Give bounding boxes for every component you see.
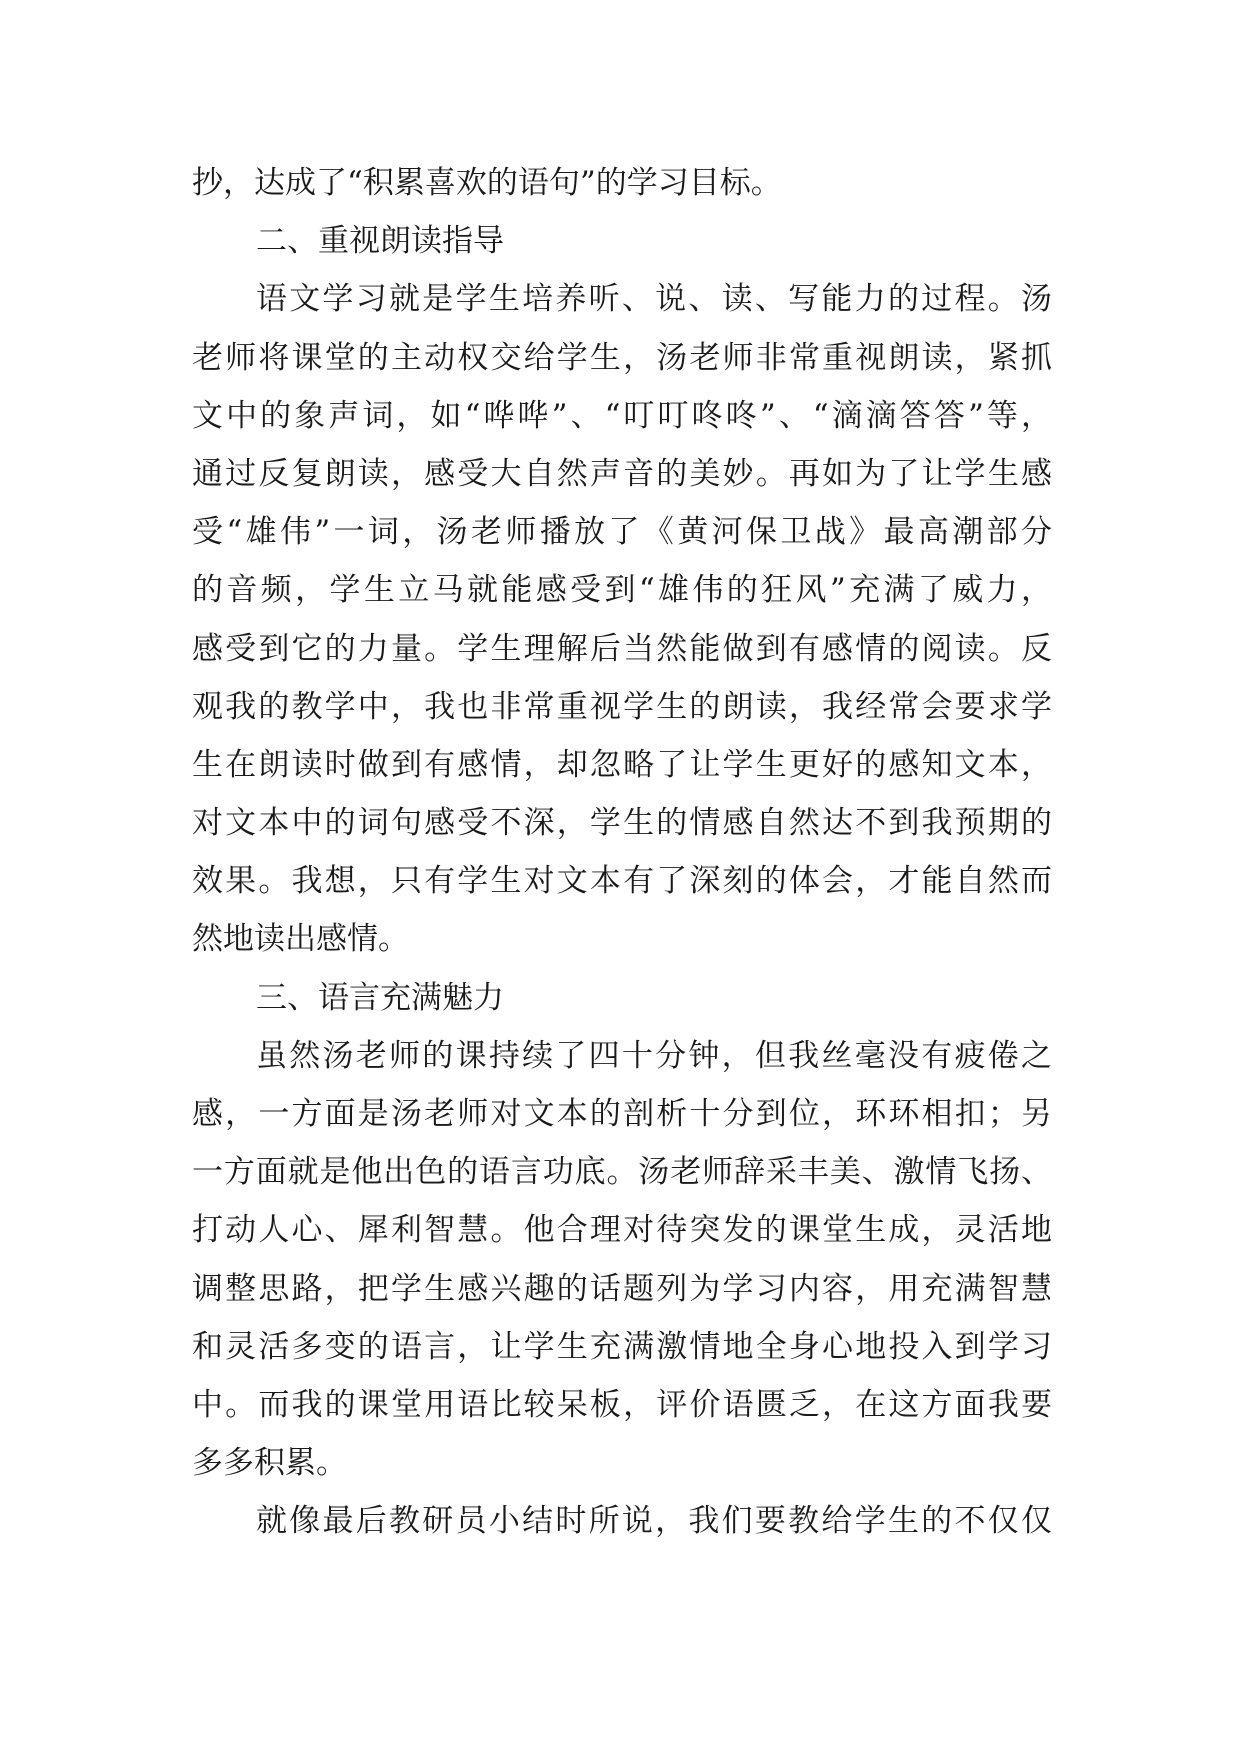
paragraph-line: 效果。我想，只有学生对文本有了深刻的体会，才能自然而 (192, 863, 1052, 900)
document-body (192, 154, 1052, 1551)
paragraph-line: 的音频，学生立马就能感受到“雄伟的狂风”充满了威力， (192, 572, 1052, 609)
paragraph-line: 观我的教学中，我也非常重视学生的朗读，我经常会要求学 (192, 688, 1052, 725)
paragraph-line: 文中的象声词，如“哗哗”、“叮叮咚咚”、“滴滴答答”等， (192, 397, 1052, 434)
paragraph-line: 对文本中的词句感受不深，学生的情感自然达不到我预期的 (192, 805, 1052, 842)
paragraph-line: 和灵活多变的语言，让学生充满激情地全身心地投入到学习 (192, 1328, 1052, 1365)
paragraph-line: 就像最后教研员小结时所说，我们要教给学生的不仅仅 (256, 1503, 1052, 1540)
paragraph-line: 通过反复朗读，感受大自然声音的美妙。再如为了让学生感 (192, 455, 1052, 492)
paragraph-line: 打动人心、犀利智慧。他合理对待突发的课堂生成，灵活地 (192, 1212, 1052, 1249)
paragraph-line: 抄，达成了“积累喜欢的语句”的学习目标。 (192, 165, 782, 201)
paragraph-line: 语文学习就是学生培养听、说、读、写能力的过程。汤 (256, 281, 1052, 318)
paragraph-line: 调整思路，把学生感兴趣的话题列为学习内容，用充满智慧 (192, 1270, 1052, 1307)
paragraph-line: 中。而我的课堂用语比较呆板，评价语匮乏，在这方面我要 (192, 1386, 1052, 1423)
paragraph-line: 感，一方面是汤老师对文本的剖析十分到位，环环相扣；另 (192, 1096, 1052, 1132)
section-heading: 二、重视朗读指导 (256, 223, 504, 260)
paragraph-line: 虽然汤老师的课持续了四十分钟，但我丝毫没有疲倦之 (256, 1037, 1052, 1074)
section-heading: 三、语言充满魅力 (256, 979, 504, 1016)
paragraph-line: 一方面就是他出色的语言功底。汤老师辞采丰美、激情飞扬、 (192, 1154, 1052, 1191)
paragraph-line: 生在朗读时做到有感情，却忽略了让学生更好的感知文本， (192, 746, 1052, 783)
paragraph-line: 然地读出感情。 (192, 921, 409, 958)
paragraph-line: 多多积累。 (192, 1445, 347, 1482)
paragraph-line: 感受到它的力量。学生理解后当然能做到有感情的阅读。反 (192, 630, 1052, 667)
paragraph-line: 受“雄伟”一词，汤老师播放了《黄河保卫战》最高潮部分 (192, 514, 1052, 551)
paragraph-line: 老师将课堂的主动权交给学生，汤老师非常重视朗读，紧抓 (192, 339, 1052, 376)
